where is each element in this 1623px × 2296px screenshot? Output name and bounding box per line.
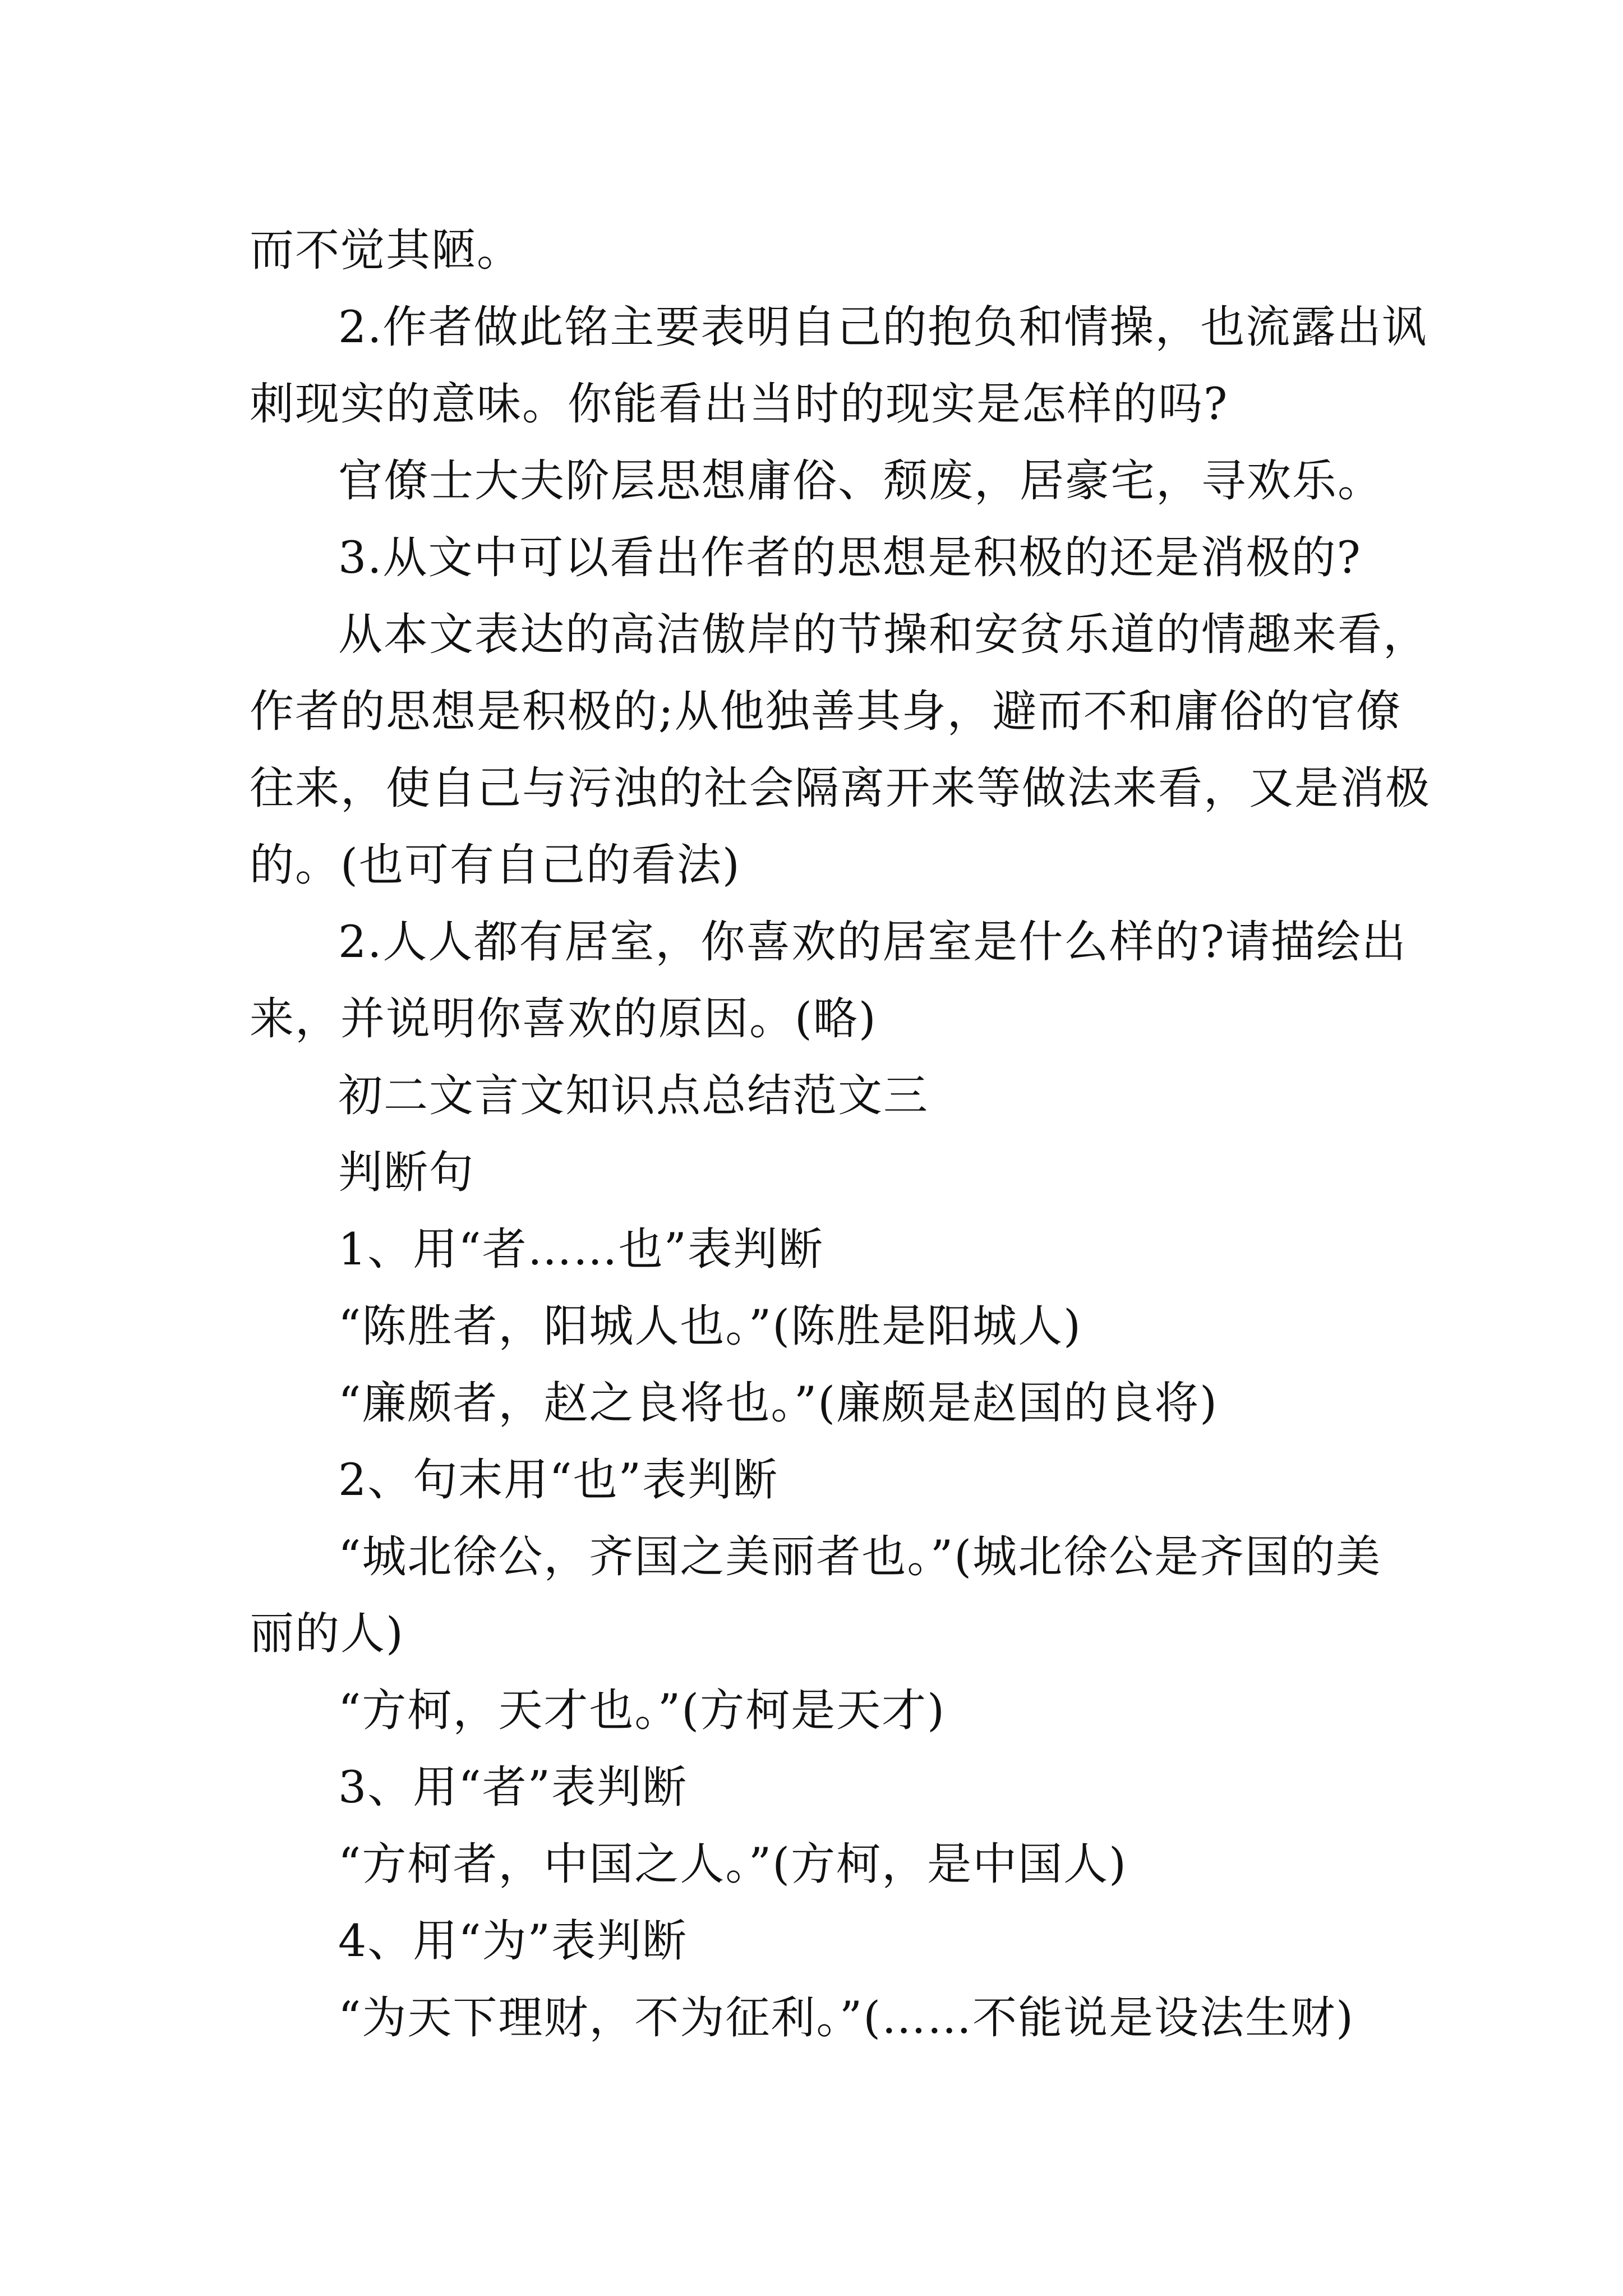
text-line: 官僚士大夫阶层思想庸俗、颓废，居豪宅，寻欢乐。 [338,455,1383,507]
example-line: “为天下理财，不为征利。”(……不能说是设法生财) [338,1992,1354,2044]
text-line: 而不觉其陋。 [250,224,522,276]
text-line: 2、句末用“也”表判断 [338,1454,779,1506]
text-line: 3.从文中可以看出作者的思想是积极的还是消极的? [338,532,1362,583]
example-line: “廉颇者，赵之良将也。”(廉颇是赵国的良将) [338,1377,1218,1429]
example-line: “城北徐公，齐国之美丽者也。”(城北徐公是齐国的美 [338,1531,1382,1582]
text-line: 往来，使自己与污浊的社会隔离开来等做法来看，又是消极 [250,762,1431,814]
example-line: “方柯者，中国之人。”(方柯，是中国人) [338,1838,1127,1890]
text-line: 1、用“者……也”表判断 [338,1223,824,1275]
subsection-heading: 判断句 [338,1147,474,1198]
text-line: 作者的思想是积极的;从他独善其身，避而不和庸俗的官僚 [250,685,1401,737]
text-line: 3、用“者”表判断 [338,1761,688,1813]
example-line: “方柯，天才也。”(方柯是天才) [338,1685,946,1736]
text-line: 4、用“为”表判断 [338,1915,688,1967]
text-line: 的。(也可有自己的看法) [250,839,741,891]
section-heading: 初二文言文知识点总结范文三 [338,1070,929,1121]
text-line: 从本文表达的高洁傲岸的节操和安贫乐道的情趣来看， [338,609,1428,660]
example-line: “陈胜者，阳城人也。”(陈胜是阳城人) [338,1300,1082,1352]
example-line: 丽的人) [250,1608,404,1659]
text-line: 2.人人都有居室，你喜欢的居室是什么样的?请描绘出 [338,916,1407,968]
text-line: 2.作者做此铭主要表明自己的抱负和情操，也流露出讽 [338,301,1428,353]
text-line: 来，并说明你喜欢的原因。(略) [250,993,877,1045]
body-text [250,212,1431,2056]
text-line: 刺现实的意味。你能看出当时的现实是怎样的吗? [250,378,1229,430]
